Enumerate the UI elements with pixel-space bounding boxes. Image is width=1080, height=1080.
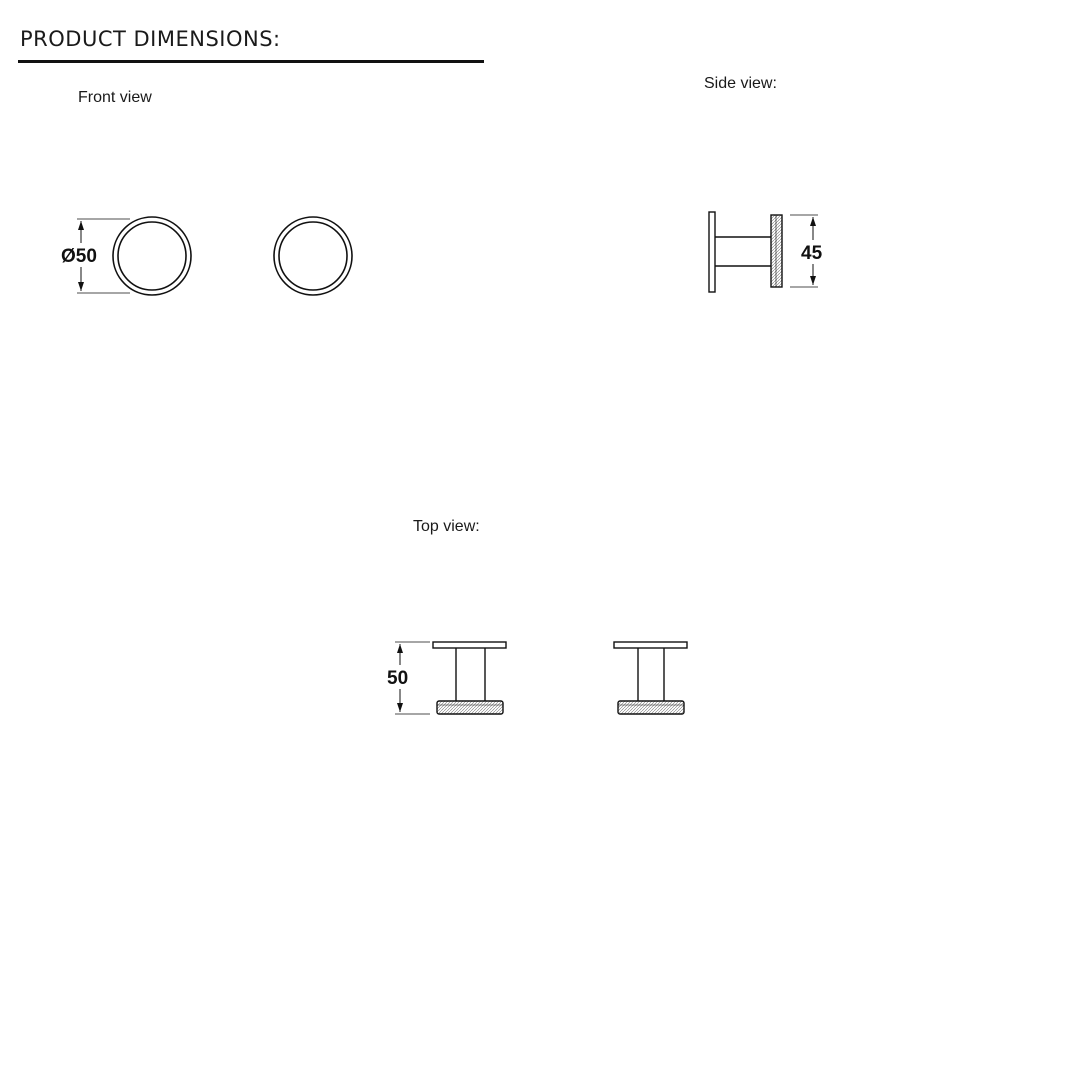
arrow-down-icon xyxy=(78,282,84,291)
top-knob-head xyxy=(437,701,503,714)
arrow-up-icon xyxy=(810,217,816,226)
arrow-up-icon xyxy=(397,644,403,653)
arrow-down-icon xyxy=(810,276,816,285)
top-2-backplate xyxy=(614,642,687,648)
front-knob-2-inner-circle xyxy=(279,222,347,290)
top-2-knob-head xyxy=(618,701,684,714)
top-view-drawing xyxy=(395,642,687,714)
front-dimension-label: Ø50 xyxy=(61,246,97,267)
front-view-drawing xyxy=(77,217,352,295)
front-view-label: Front view xyxy=(78,89,152,106)
front-knob-inner-circle xyxy=(118,222,186,290)
front-knob-outer-circle xyxy=(113,217,191,295)
top-backplate xyxy=(433,642,506,648)
top-view-label: Top view: xyxy=(413,518,480,535)
side-knob-head xyxy=(771,215,782,287)
side-dimension-label: 45 xyxy=(801,243,823,264)
arrow-up-icon xyxy=(78,221,84,230)
top-dimension-label: 50 xyxy=(387,668,409,689)
arrow-down-icon xyxy=(397,703,403,712)
side-view-label: Side view: xyxy=(704,75,777,92)
page-title: PRODUCT DIMENSIONS: xyxy=(20,27,281,51)
front-knob-2-outer-circle xyxy=(274,217,352,295)
side-backplate xyxy=(709,212,715,292)
